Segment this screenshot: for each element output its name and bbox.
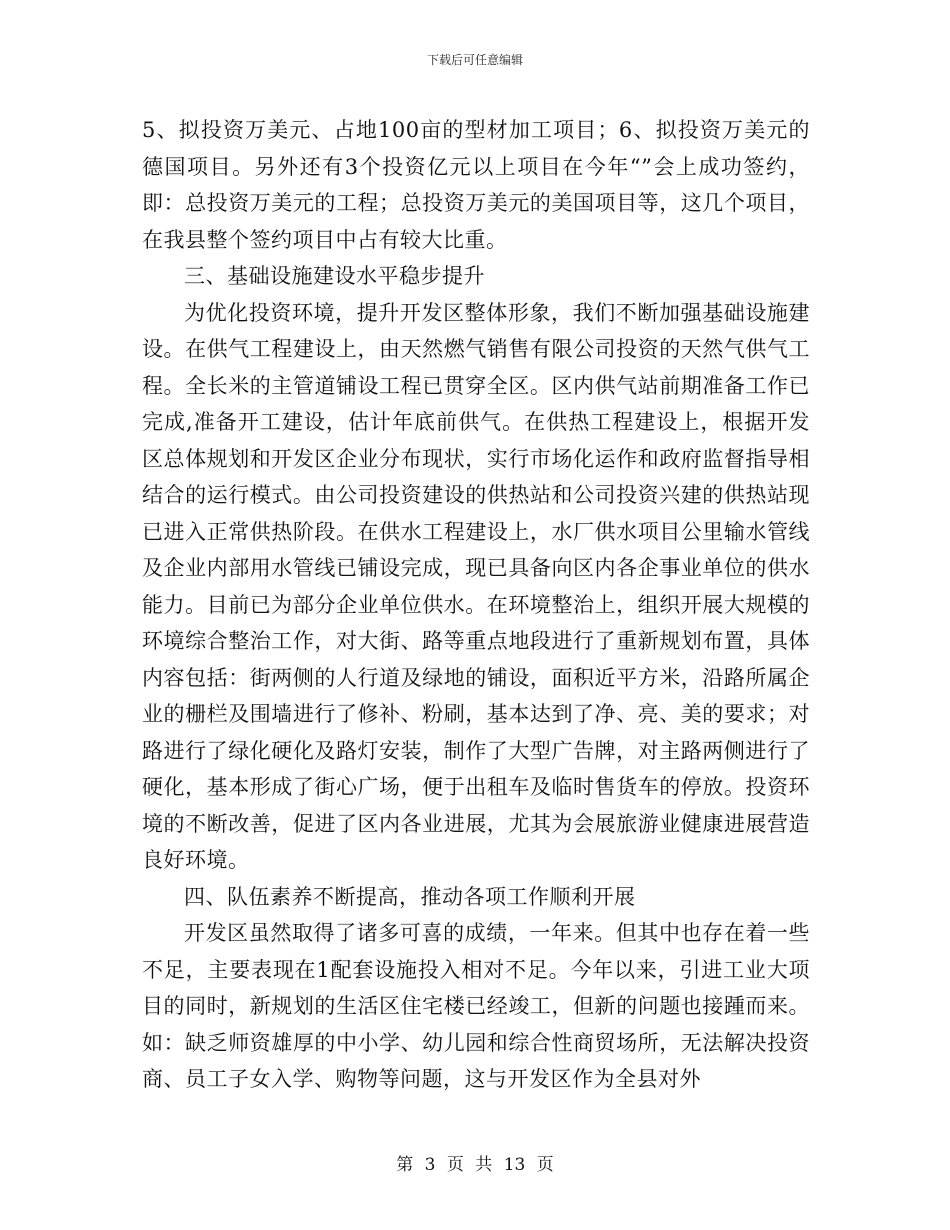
document-body [142,112,810,1098]
body-paragraph-projects: 5、拟投资万美元、占地100亩的型材加工项目；6、拟投资万美元的德国项目。另外还有3个投资亿元以上项目在今年“”会上成功签约，即：总投资万美元的工程；总投资万美元的美国项目等，这几个项目，在我县整个签约项目中占有较大比重。 [142,118,810,252]
section-heading-team: 四、队伍素养不断提高，推动各项工作顺利开展 [184,884,636,909]
section-heading-infrastructure: 三、基础设施建设水平稳步提升 [184,264,485,288]
body-paragraph-shortcomings: 开发区虽然取得了诸多可喜的成绩，一年来。但其中也存在着一些不足，主要表现在1配套设施投入相对不足。今年以来，引进工业大项目的同时，新规划的生活区住宅楼已经竣工，但新的问题也接踵而来。如：缺乏师资雄厚的中小学、幼儿园和综合性商贸场所，无法解决投资商、员工子女入学、购物等问题，这与开发区作为全县对外 [142,921,810,1091]
page-footer: 第 3 页 共 13 页 [396,1155,554,1175]
page-header: 下载后可任意编辑 [426,53,523,67]
body-paragraph-infrastructure: 为优化投资环境，提升开发区整体形象，我们不断加强基础设施建设。在供气工程建设上，由天然燃气销售有限公司投资的天然气供气工程。全长米的主管道铺设工程已贯穿全区。区内供气站前期准备工作已完成,准备开工建设，估计年底前供气。在供热工程建设上，根据开发区总体规划和开发区企业分布现状，实行市场化运作和政府监督指导相结合的运行模式。由公司投资建设的供热站和公司投资兴建的供热站现已进入正常供热阶段。在供水工程建设上，水厂供水项目公里输水管线及企业内部用水管线已铺设完成，现已具备向区内各企事业单位的供水能力。目前已为部分企业单位供水。在环境整治上，组织开展大规模的环境综合整治工作，对大街、路等重点地段进行了重新规划布置，具体内容包括：街两侧的人行道及绿地的铺设，面积近平方米，沿路所属企业的栅栏及围墙进行了修补、粉刷，基本达到了净、亮、美的要求；对路进行了绿化硬化及路灯安装，制作了大型广告牌，对主路两侧进行了硬化，基本形成了街心广场，便于出租车及临时售货车的停放。投资环境的不断改善，促进了区内各业进展，尤其为会展旅游业健康进展营造良好环境。 [142,300,810,872]
